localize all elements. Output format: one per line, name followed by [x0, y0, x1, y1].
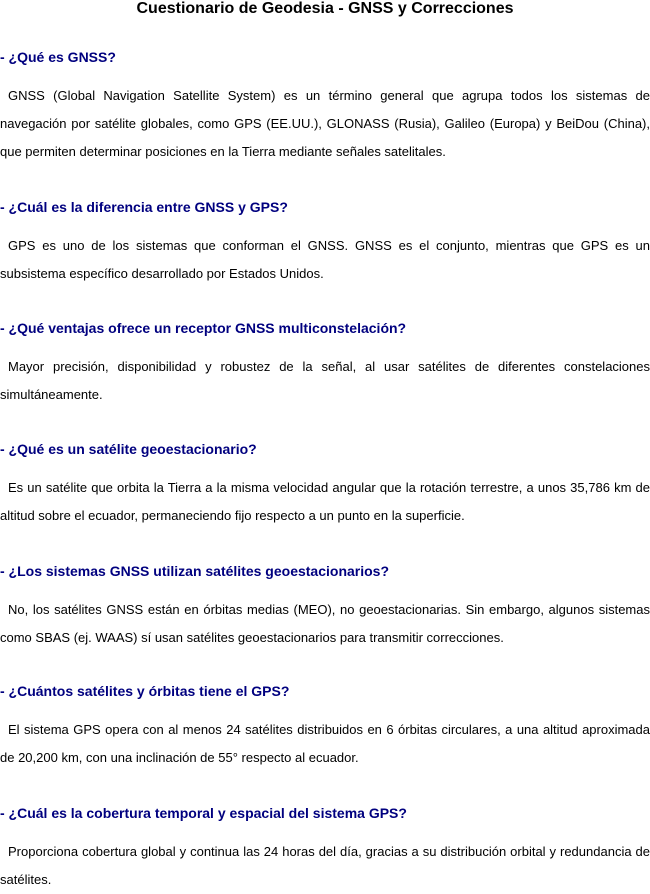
answer-text: Mayor precisión, disponibilidad y robustez de la señal, al usar satélites de diferentes constelaciones simultáneamente.: [0, 359, 650, 402]
question-heading: - ¿Cuál es la diferencia entre GNSS y GPS?: [0, 199, 288, 215]
qa-item-2: [0, 198, 650, 288]
question-heading: - ¿Qué es un satélite geoestacionario?: [0, 441, 257, 457]
answer-text: Proporciona cobertura global y continua las 24 horas del día, gracias a su distribución orbital y redundancia de satélites.: [0, 844, 650, 887]
qa-item-3: [0, 319, 650, 409]
question-heading: - ¿Qué ventajas ofrece un receptor GNSS multiconstelación?: [0, 320, 407, 336]
page-title: Cuestionario de Geodesia - GNSS y Correcciones: [136, 0, 514, 17]
question-heading: - ¿Cuál es la cobertura temporal y espacial del sistema GPS?: [0, 805, 407, 821]
qa-item-4: [0, 440, 650, 530]
question-heading: - ¿Cuántos satélites y órbitas tiene el GPS?: [0, 683, 290, 699]
answer-text: Es un satélite que orbita la Tierra a la misma velocidad angular que la rotación terrestre, a unos 35,786 km de altitud sobre el ecuador, permaneciendo fijo respecto a un punto en la superficie.: [0, 480, 650, 523]
answer-text: El sistema GPS opera con al menos 24 satélites distribuidos en 6 órbitas circulares, a una altitud aproximada de 20,200 km, con una inclinación de 55° respecto al ecuador.: [0, 722, 650, 765]
qa-item-5: [0, 562, 650, 652]
answer-text: GPS es uno de los sistemas que conforman el GNSS. GNSS es el conjunto, mientras que GPS es un subsistema específico desarrollado por Estados Unidos.: [0, 238, 650, 281]
answer-text: No, los satélites GNSS están en órbitas medias (MEO), no geoestacionarias. Sin embargo, algunos sistemas como SBAS (ej. WAAS) sí usan satélites geoestacionarios para transmitir correcciones.: [0, 602, 650, 645]
qa-item-6: [0, 682, 650, 772]
question-heading: - ¿Los sistemas GNSS utilizan satélites geoestacionarios?: [0, 563, 390, 579]
question-heading: - ¿Qué es GNSS?: [0, 49, 116, 65]
qa-item-1: [0, 48, 650, 166]
answer-text: GNSS (Global Navigation Satellite System) es un término general que agrupa todos los sistemas de navegación por satélite globales, como GPS (EE.UU.), GLONASS (Rusia), Galileo (Europa) y BeiDou (China), que permiten determinar posiciones en la Tierra mediante señales satelitales.: [0, 88, 650, 159]
